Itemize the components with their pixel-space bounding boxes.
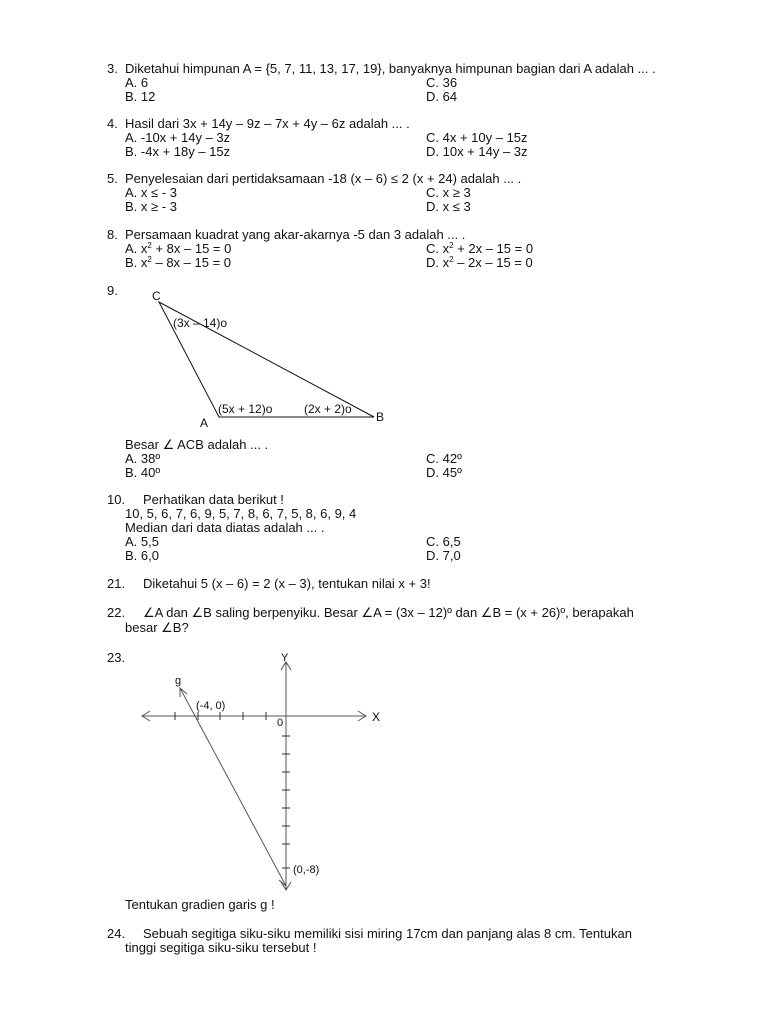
q8-exponent: 2 (449, 255, 454, 264)
q10-option-b: B. 6,0 (125, 548, 159, 563)
q5-number: 5. (107, 171, 118, 186)
q9-option-a: A. 38º (125, 451, 161, 466)
q3-option-b: B. 12 (125, 89, 156, 104)
vertex-b-label: B (376, 410, 385, 424)
vertex-c-label: C (152, 289, 161, 303)
q8-text: Persamaan kuadrat yang akar-akarnya -5 dan 3 adalah ... . (125, 227, 466, 242)
angle-b-label: (2x + 2)o (304, 402, 352, 416)
q8-option-c: C. $x^2 + 2x - 15 = 0$ (426, 241, 534, 256)
q22-number: 22. (107, 605, 126, 620)
q3-option-c: C. 36 (426, 75, 458, 90)
q4-number: 4. (107, 116, 118, 131)
q4-option-c: C. 4x + 10y – 15z (426, 130, 528, 145)
q5-option-d: D. x ≤ 3 (426, 199, 471, 214)
q4-option-b: B. -4x + 18y – 15z (125, 144, 231, 159)
q9-option-c: C. 42º (426, 451, 462, 466)
q24-text-line2: tinggi segitiga siku-siku tersebut ! (125, 940, 317, 955)
line-g-label: g (175, 675, 182, 687)
q4-text: Hasil dari 3x + 14y – 9z – 7x + 4y – 6z adalah ... . (125, 116, 410, 131)
angle-a-label: (5x + 12)o (218, 402, 273, 416)
q10-option-c: C. 6,5 (426, 534, 461, 549)
q5-option-b: B. x ≥ - 3 (125, 199, 177, 214)
q10-text: Perhatikan data berikut ! (143, 492, 284, 507)
q8-option-a: A. $x^2 + 8x - 15 = 0$ (125, 241, 232, 256)
q9-number: 9. (107, 283, 118, 298)
q10-question: Median dari data diatas adalah ... . (125, 520, 325, 535)
angle-c-label: (3x – 14)o (173, 316, 228, 330)
q8-exponent: 2 (147, 255, 152, 264)
q21-number: 21. (107, 576, 126, 591)
origin-label: 0 (277, 717, 284, 729)
q4-option-a: A. -10x + 14y – 3z (125, 130, 231, 145)
q5-option-c: C. x ≥ 3 (426, 185, 471, 200)
q9-option-d: D. 45º (426, 465, 462, 480)
q9-text: Besar ∠ ACB adalah ... . (125, 437, 269, 452)
q9-option-b: B. 40º (125, 465, 161, 480)
q23-question: Tentukan gradien garis g ! (125, 897, 275, 912)
q10-option-a: A. 5,5 (125, 534, 159, 549)
q10-data: 10, 5, 6, 7, 6, 9, 5, 7, 8, 6, 7, 5, 8, 6, 9, 4 (125, 506, 357, 521)
q8-exponent: 2 (147, 241, 152, 250)
q5-option-a: A. x ≤ - 3 (125, 185, 177, 200)
q10-option-d: D. 7,0 (426, 548, 461, 563)
q22-text-line1: ∠A dan ∠B saling berpenyiku. Besar ∠A = (3x – 12)º dan ∠B = (x + 26)º, berapakah (143, 605, 634, 620)
q21-text: Diketahui 5 (x – 6) = 2 (x – 3), tentukan nilai x + 3! (143, 576, 431, 591)
q10-number: 10. (107, 492, 126, 507)
q22-text-line2: besar ∠B? (125, 620, 189, 635)
q5-text: Penyelesaian dari pertidaksamaan -18 (x – 6) ≤ 2 (x + 24) adalah ... . (125, 171, 522, 186)
q8-option-d: D. $x^2 - 2x - 15 = 0$ (426, 255, 533, 270)
q3-option-a: A. 6 (125, 75, 149, 90)
q4-option-d: D. 10x + 14y – 3z (426, 144, 528, 159)
q8-exponent: 2 (449, 241, 454, 250)
q23-coordinate-diagram (130, 646, 400, 896)
q9-triangle-diagram (140, 286, 400, 436)
point-2-label: (0,-8) (293, 864, 320, 876)
q8-option-b: B. $x^2 - 8x - 15 = 0$ (125, 255, 232, 270)
q23-number: 23. (107, 650, 126, 665)
q24-text-line1: Sebuah segitiga siku-siku memiliki sisi miring 17cm dan panjang alas 8 cm. Tentukan (143, 926, 632, 941)
q8-number: 8. (107, 227, 118, 242)
line-g (180, 688, 286, 886)
q3-option-d: D. 64 (426, 89, 458, 104)
q3-number: 3. (107, 61, 118, 76)
vertex-a-label: A (200, 416, 209, 430)
y-axis-label: Y (281, 652, 289, 664)
point-1-label: (-4, 0) (196, 700, 226, 712)
line-g-arrow-top (180, 688, 187, 697)
x-axis-label: X (372, 710, 381, 724)
q24-number: 24. (107, 926, 126, 941)
q3-text: Diketahui himpunan A = {5, 7, 11, 13, 17, 19}, banyaknya himpunan bagian dari A adalah ... . (125, 61, 656, 76)
